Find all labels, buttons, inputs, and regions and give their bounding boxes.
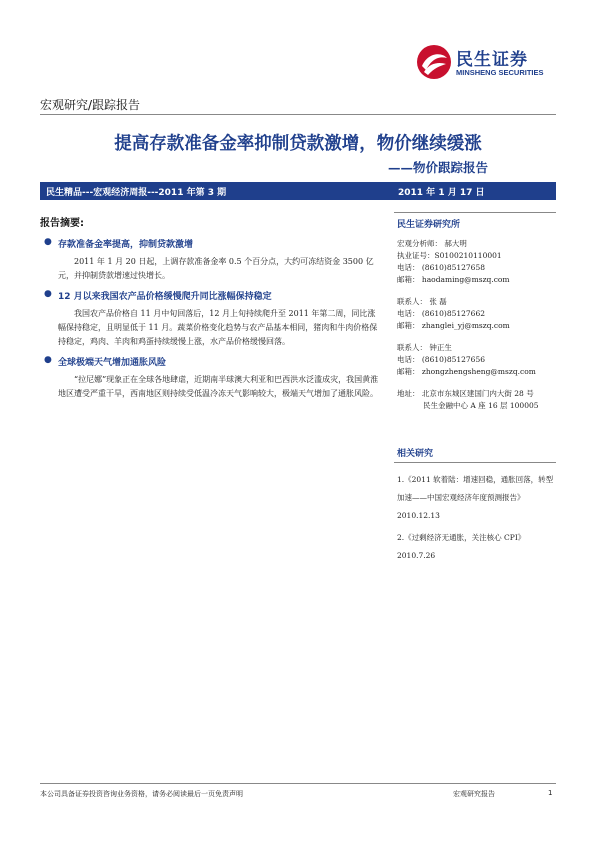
contact-block [394, 342, 556, 378]
contact-block [394, 238, 556, 286]
contact-line: 宏观分析师： 郝大明 [397, 239, 467, 248]
address [394, 388, 556, 412]
contact-line: 联系人： 张 磊 [397, 297, 447, 306]
institute-name: 民生证券研究所 [397, 220, 461, 230]
related-report-link[interactable]: 2.《过剩经济无通胀，关注核心 CPI》2010.7.26 [397, 533, 526, 560]
section-title-text: 全球极端天气增加通胀风险 [58, 358, 167, 368]
address-line: 地址： 北京市东城区建国门内大街 28 号 [397, 389, 534, 398]
contact-line: 联系人： 钟正生 [397, 343, 452, 352]
summary-section-title [40, 355, 382, 368]
related-report-link[interactable]: 1.《2011 软着陆：增速回稳，通胀回落，转型加速——中国宏观经济年度预测报告》2010.12.13 [397, 475, 554, 520]
sidebar [394, 212, 556, 569]
report-title: 提高存款准备金率抑制贷款激增，物价继续缓涨 [114, 134, 482, 154]
issue-label: 民生精品---宏观经济周报---2011 年第 3 期 [46, 188, 227, 198]
company-logo [416, 44, 556, 84]
footer-report-label: 宏观研究报告 [453, 790, 495, 798]
contact-line: 执业证号：S0100210110001 [397, 251, 502, 260]
related-divider [394, 462, 556, 463]
related-research-heading: 相关研究 [397, 449, 434, 459]
logo-name-cn: 民生证券 [456, 50, 528, 70]
summary-heading: 报告摘要: [40, 218, 84, 229]
contact-email[interactable]: 邮箱： zhongzhengsheng@mszq.com [397, 367, 536, 376]
summary-section-title [40, 237, 382, 250]
logo-name-en: MINSHENG SECURITIES [456, 68, 544, 77]
footer-disclaimer: 本公司具备证券投资咨询业务资格，请务必阅读最后一页免责声明 [40, 790, 243, 798]
section-title-text: 12 月以来我国农产品价格缓慢爬升同比涨幅保持稳定 [58, 292, 272, 302]
summary-column [40, 214, 382, 407]
contact-line: 电话： (8610)85127658 [397, 263, 485, 272]
contact-email[interactable]: 邮箱： zhanglei_yj@mszq.com [397, 321, 510, 330]
address-line: 民生金融中心 A 座 16 层 100005 [423, 401, 539, 410]
report-type: 宏观研究/跟踪报告 [40, 98, 141, 112]
summary-section-title [40, 289, 382, 302]
report-subtitle: ——物价跟踪报告 [387, 160, 488, 175]
sidebar-divider [394, 212, 556, 213]
header-divider [40, 114, 556, 115]
contact-block [394, 296, 556, 332]
contact-email[interactable]: 邮箱： haodaming@mszq.com [397, 275, 510, 284]
bullet-icon: ● [44, 289, 52, 299]
summary-paragraph: 我国农产品价格自 11 月中旬回落后，12 月上旬持续爬升至 2011 年第二周，同比涨幅保持稳定，且明显低于 11 月。蔬菜价格变化趋势与农产品基本相同，猪肉和牛肉价格保持稳定，鸡肉、羊肉和鸡蛋持续缓慢上涨，水产品价格缓慢回落。 [58, 309, 378, 346]
summary-paragraph: “拉尼娜”现象正在全球各地肆虐，近期南半球澳大利亚和巴西洪水泛滥成灾，我国黄淮地区遭受严重干旱，西南地区则持续受低温冷冻天气影响较大，极端天气增加了通胀风险。 [58, 375, 379, 398]
issue-date: 2011 年 1 月 17 日 [398, 188, 485, 198]
page-number: 1 [548, 789, 553, 797]
contact-line: 电话： (8610)85127662 [397, 309, 485, 318]
summary-paragraph: 2011 年 1 月 20 日起，上调存款准备金率 0.5 个百分点，大约可冻结资金 3500 亿元，并抑制贷款增速过快增长。 [58, 257, 374, 280]
contact-line: 电话： (8610)85127656 [397, 355, 485, 364]
section-title-text: 存款准备金率提高，抑制贷款激增 [58, 240, 194, 250]
issue-bar [40, 182, 556, 200]
bullet-icon: ● [44, 355, 52, 365]
bullet-icon: ● [44, 237, 52, 247]
minsheng-swirl-icon [416, 44, 452, 80]
footer-divider [40, 783, 556, 784]
